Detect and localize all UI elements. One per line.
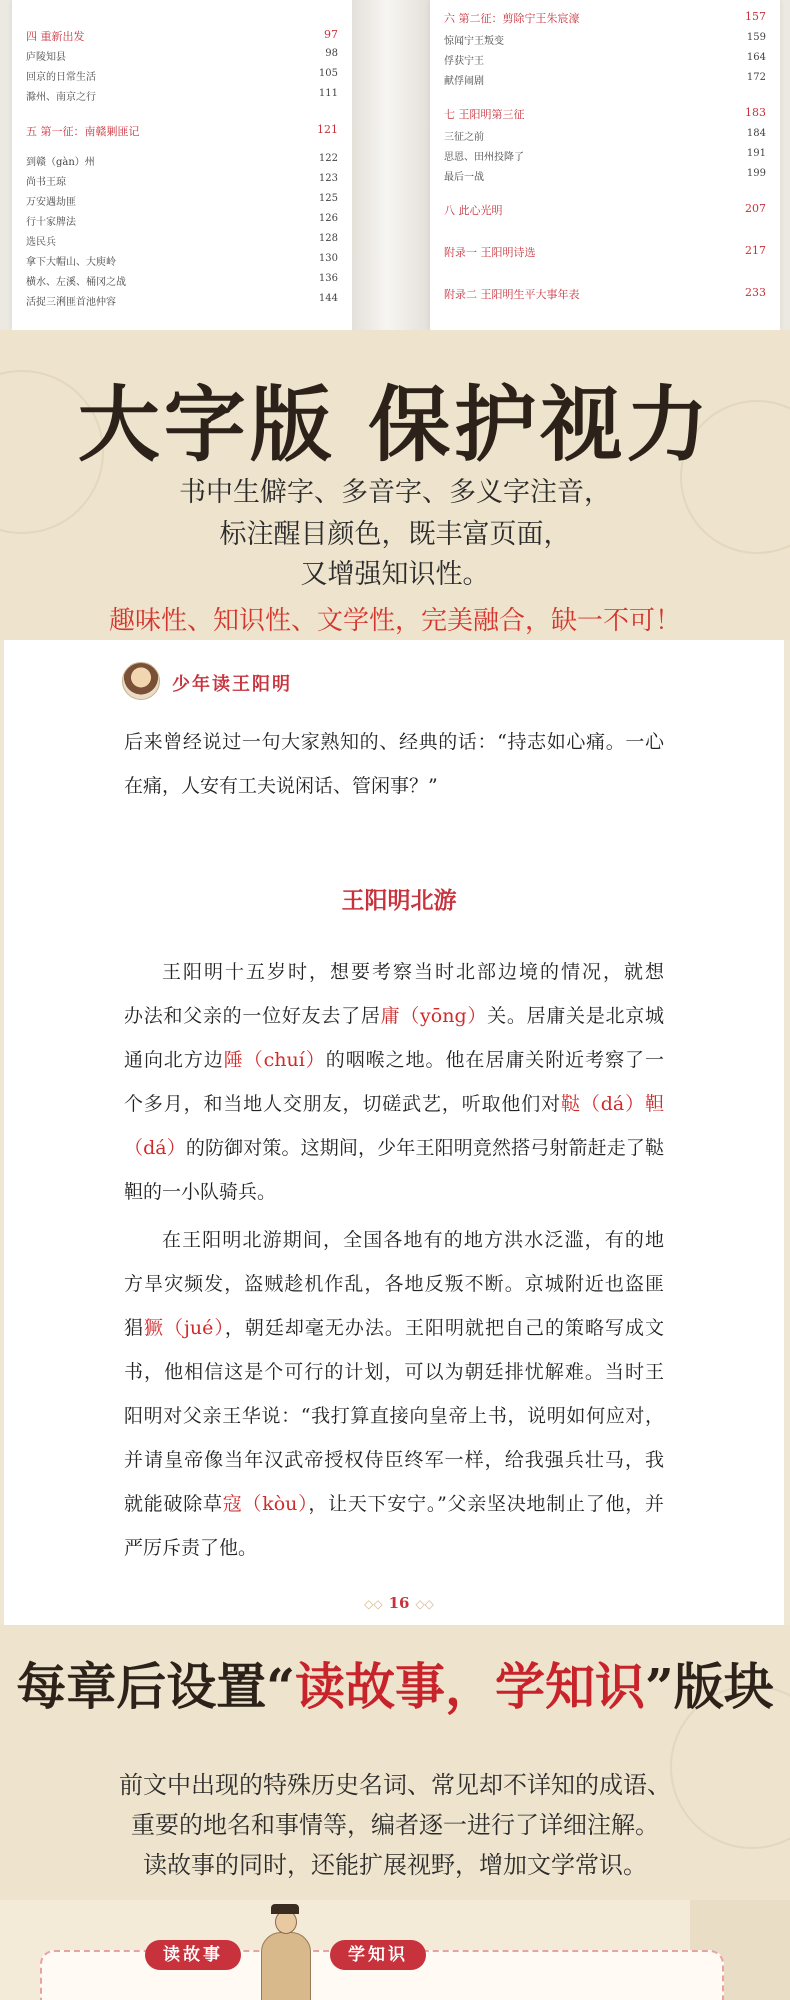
toc-entry-title: 四 重新出发 <box>26 30 85 43</box>
toc-entry-page: 159 <box>746 32 766 43</box>
toc-entry-page: 121 <box>317 123 338 136</box>
toc-entry-page: 172 <box>746 72 766 83</box>
toc-chapter-entry <box>444 286 766 302</box>
text-run: ，朝廷却毫无办法。王阳明就把自己的策略写成文 <box>224 1317 664 1339</box>
pinyin-annotation: 獗（jué） <box>144 1317 225 1339</box>
toc-entry-title: 横水、左溪、桶冈之战 <box>26 277 126 288</box>
toc-chapter-entry <box>26 28 338 44</box>
text-line <box>124 1038 664 1082</box>
toc-entry-page: 126 <box>318 213 338 224</box>
toc-entry-title: 拿下大帽山、大庾岭 <box>26 257 116 268</box>
text-run: 的咽喉之地。他在居庸关附近考察了一 <box>325 1049 664 1071</box>
text-line <box>124 1126 664 1170</box>
book-paper <box>4 640 784 1625</box>
toc-entry <box>26 233 338 248</box>
toc-entry <box>444 168 766 183</box>
toc-left-page <box>12 0 352 330</box>
text-run: 在王阳明北游期间，全国各地有的地方洪水泛滥，有的地 <box>162 1229 664 1251</box>
toc-entry-title: 俘获宁王 <box>444 56 484 67</box>
learn-knowledge-pill: 学知识 <box>330 1940 426 1970</box>
text-line <box>124 1262 664 1306</box>
toc-chapter-entry <box>26 123 338 139</box>
paragraph-1 <box>124 950 664 1214</box>
headline-highlight: 读故事，学知识 <box>295 1657 645 1716</box>
toc-entry-page: 130 <box>318 253 338 264</box>
paragraph-2 <box>124 1218 664 1570</box>
toc-entry-title: 三征之前 <box>444 132 484 143</box>
book-running-header: 少年读王阳明 <box>172 674 292 695</box>
toc-entry-title: 献俘闹剧 <box>444 76 484 87</box>
book-gutter <box>352 0 430 330</box>
section-headline: 大字版 保护视力 <box>77 377 713 473</box>
text-run: 方旱灾频发，盗贼趁机作乱，各地反叛不断。京城附近也盗匪 <box>124 1273 664 1295</box>
toc-entry-page: 207 <box>745 202 766 215</box>
pinyin-annotation: 寇（kòu） <box>222 1493 309 1515</box>
text-run: 后来曾经说过一句大家熟知的、经典的话：“持志如心痛。一心 <box>124 731 664 753</box>
story-box-preview <box>0 1900 790 2000</box>
toc-chapter-entry <box>444 202 766 218</box>
toc-entry <box>444 52 766 67</box>
scholar-figure-icon <box>255 1908 315 2000</box>
toc-entry-page: 184 <box>746 128 766 139</box>
toc-entry-page: 136 <box>318 273 338 284</box>
table-of-contents <box>0 0 790 330</box>
toc-entry-page: 164 <box>746 52 766 63</box>
section-subtitle-line: 书中生僻字、多音字、多义字注音， <box>179 477 611 508</box>
toc-entry-title: 六 第二征：剪除宁王朱宸濠 <box>444 12 580 25</box>
toc-entry-page: 123 <box>318 173 338 184</box>
text-line <box>124 1526 664 1570</box>
section-tagline: 趣味性、知识性、文学性，完美融合，缺一不可！ <box>108 606 681 636</box>
toc-entry-title: 八 此心光明 <box>444 204 503 217</box>
toc-entry-title: 附录一 王阳明诗选 <box>444 246 536 259</box>
toc-entry-title: 附录二 王阳明生平大事年表 <box>444 288 580 301</box>
toc-entry-page: 157 <box>745 10 766 23</box>
toc-entry-title: 惊闻宁王叛变 <box>444 36 504 47</box>
toc-entry-title: 到赣（gàn）州 <box>26 157 95 168</box>
toc-entry <box>26 173 338 188</box>
book-page-sample <box>0 640 790 1625</box>
toc-entry-page: 183 <box>745 106 766 119</box>
chapter-title: 王阳明北游 <box>341 887 457 914</box>
pinyin-annotation: 鞑（dá）靼 <box>561 1093 664 1115</box>
text-line <box>124 1350 664 1394</box>
toc-entry-title: 选民兵 <box>26 237 56 248</box>
toc-entry-title: 回京的日常生活 <box>26 72 96 83</box>
page-number: ◇◇ 16 ◇◇ <box>349 1590 449 1616</box>
text-line <box>124 1306 664 1350</box>
toc-entry <box>26 293 338 308</box>
text-run: 书，他相信这是个可行的计划，可以为朝廷排忧解难。当时王 <box>124 1361 664 1383</box>
toc-entry <box>26 193 338 208</box>
section-subtitle-line: 读故事的同时，还能扩展视野，增加文学常识。 <box>143 1851 647 1879</box>
toc-entry-title: 滁州、南京之行 <box>26 92 96 103</box>
toc-entry-page: 199 <box>746 168 766 179</box>
text-line <box>124 1482 664 1526</box>
toc-entry-page: 233 <box>745 286 766 299</box>
toc-chapter-entry <box>444 106 766 122</box>
text-run: 办法和父亲的一位好友去了居 <box>124 1005 381 1027</box>
toc-entry <box>444 148 766 163</box>
text-run: 的防御对策。这期间，少年王阳明竟然搭弓射箭赶走了鞑 <box>185 1137 664 1159</box>
text-run: 阳明对父亲王华说：“我打算直接向皇帝上书，说明如何应对， <box>124 1405 664 1427</box>
toc-entry <box>26 68 338 83</box>
text-run: 王阳明十五岁时，想要考察当时北部边境的情况，就想 <box>162 961 664 983</box>
section-subtitle-line: 标注醒目颜色，既丰富页面， <box>219 519 571 550</box>
section-headline <box>0 1647 790 1719</box>
text-line <box>124 1082 664 1126</box>
toc-entry-title: 活捉三浰匪首池仲容 <box>26 297 116 308</box>
toc-right-page <box>430 0 780 330</box>
text-run: 通向北方边 <box>124 1049 224 1071</box>
text-line <box>124 1394 664 1438</box>
toc-entry <box>26 88 338 103</box>
large-print-section <box>0 330 790 640</box>
toc-entry <box>26 153 338 168</box>
toc-entry-title: 行十家牌法 <box>26 217 76 228</box>
toc-entry <box>26 48 338 63</box>
toc-entry-title: 最后一战 <box>444 172 484 183</box>
pinyin-annotation: （dá） <box>124 1137 186 1159</box>
toc-entry <box>26 273 338 288</box>
text-line <box>124 764 664 808</box>
pinyin-annotation: 庸（yōng） <box>380 1005 488 1027</box>
text-run: 关。居庸关是北京城 <box>487 1005 664 1027</box>
pinyin-annotation: 陲（chuí） <box>223 1049 326 1071</box>
toc-entry-title: 思恩、田州投降了 <box>444 152 524 163</box>
toc-entry-title: 庐陵知县 <box>26 52 66 63</box>
section-subtitle-line: 前文中出现的特殊历史名词、常见却不详知的成语、 <box>119 1771 671 1799</box>
text-run: 个多月，和当地人交朋友，切磋武艺，听取他们对 <box>124 1093 562 1115</box>
toc-entry <box>26 213 338 228</box>
text-run: 就能破除草 <box>124 1493 223 1515</box>
text-line <box>124 1170 664 1214</box>
toc-entry-page: 144 <box>318 293 338 304</box>
toc-entry-page: 125 <box>318 193 338 204</box>
read-story-pill: 读故事 <box>145 1940 241 1970</box>
toc-entry-page: 128 <box>318 233 338 244</box>
text-run: 猖 <box>124 1317 145 1339</box>
toc-entry <box>444 72 766 87</box>
toc-entry-page: 111 <box>318 88 338 99</box>
toc-entry <box>444 32 766 47</box>
toc-entry-title: 五 第一征：南赣剿匪记 <box>26 125 140 138</box>
story-knowledge-section <box>0 1625 790 1900</box>
toc-entry-title: 七 王阳明第三征 <box>444 108 525 121</box>
text-line <box>124 950 664 994</box>
toc-entry-page: 105 <box>318 68 338 79</box>
toc-entry <box>444 128 766 143</box>
text-run: 严厉斥责了他。 <box>124 1537 258 1559</box>
text-line <box>124 1438 664 1482</box>
text-run: 并请皇帝像当年汉武帝授权侍臣终军一样，给我强兵壮马，我 <box>124 1449 664 1471</box>
toc-entry-page: 97 <box>324 28 338 41</box>
toc-entry-page: 191 <box>746 148 766 159</box>
text-run: 靼的一小队骑兵。 <box>124 1181 277 1203</box>
text-line <box>124 720 664 764</box>
headline-part: 每章后设置“ <box>16 1657 295 1716</box>
toc-entry-title: 万安遇劫匪 <box>26 197 76 208</box>
toc-entry-page: 98 <box>325 48 338 59</box>
paragraph-intro <box>124 720 664 808</box>
text-line <box>124 994 664 1038</box>
toc-entry-page: 122 <box>318 153 338 164</box>
toc-chapter-entry <box>444 10 766 26</box>
toc-chapter-entry <box>444 244 766 260</box>
headline-part: ”版块 <box>645 1657 774 1716</box>
section-subtitle-line: 又增强知识性。 <box>300 559 490 590</box>
text-run: ，让天下安宁。”父亲坚决地制止了他，并 <box>308 1493 664 1515</box>
toc-entry-page: 217 <box>745 244 766 257</box>
toc-entry <box>26 253 338 268</box>
author-portrait-icon <box>122 662 160 700</box>
toc-entry-title: 尚书王琼 <box>26 177 66 188</box>
text-line <box>124 1218 664 1262</box>
section-subtitle-line: 重要的地名和事情等，编者逐一进行了详细注解。 <box>131 1811 659 1839</box>
text-run: 在痛，人安有工夫说闲话、管闲事？” <box>124 775 438 797</box>
